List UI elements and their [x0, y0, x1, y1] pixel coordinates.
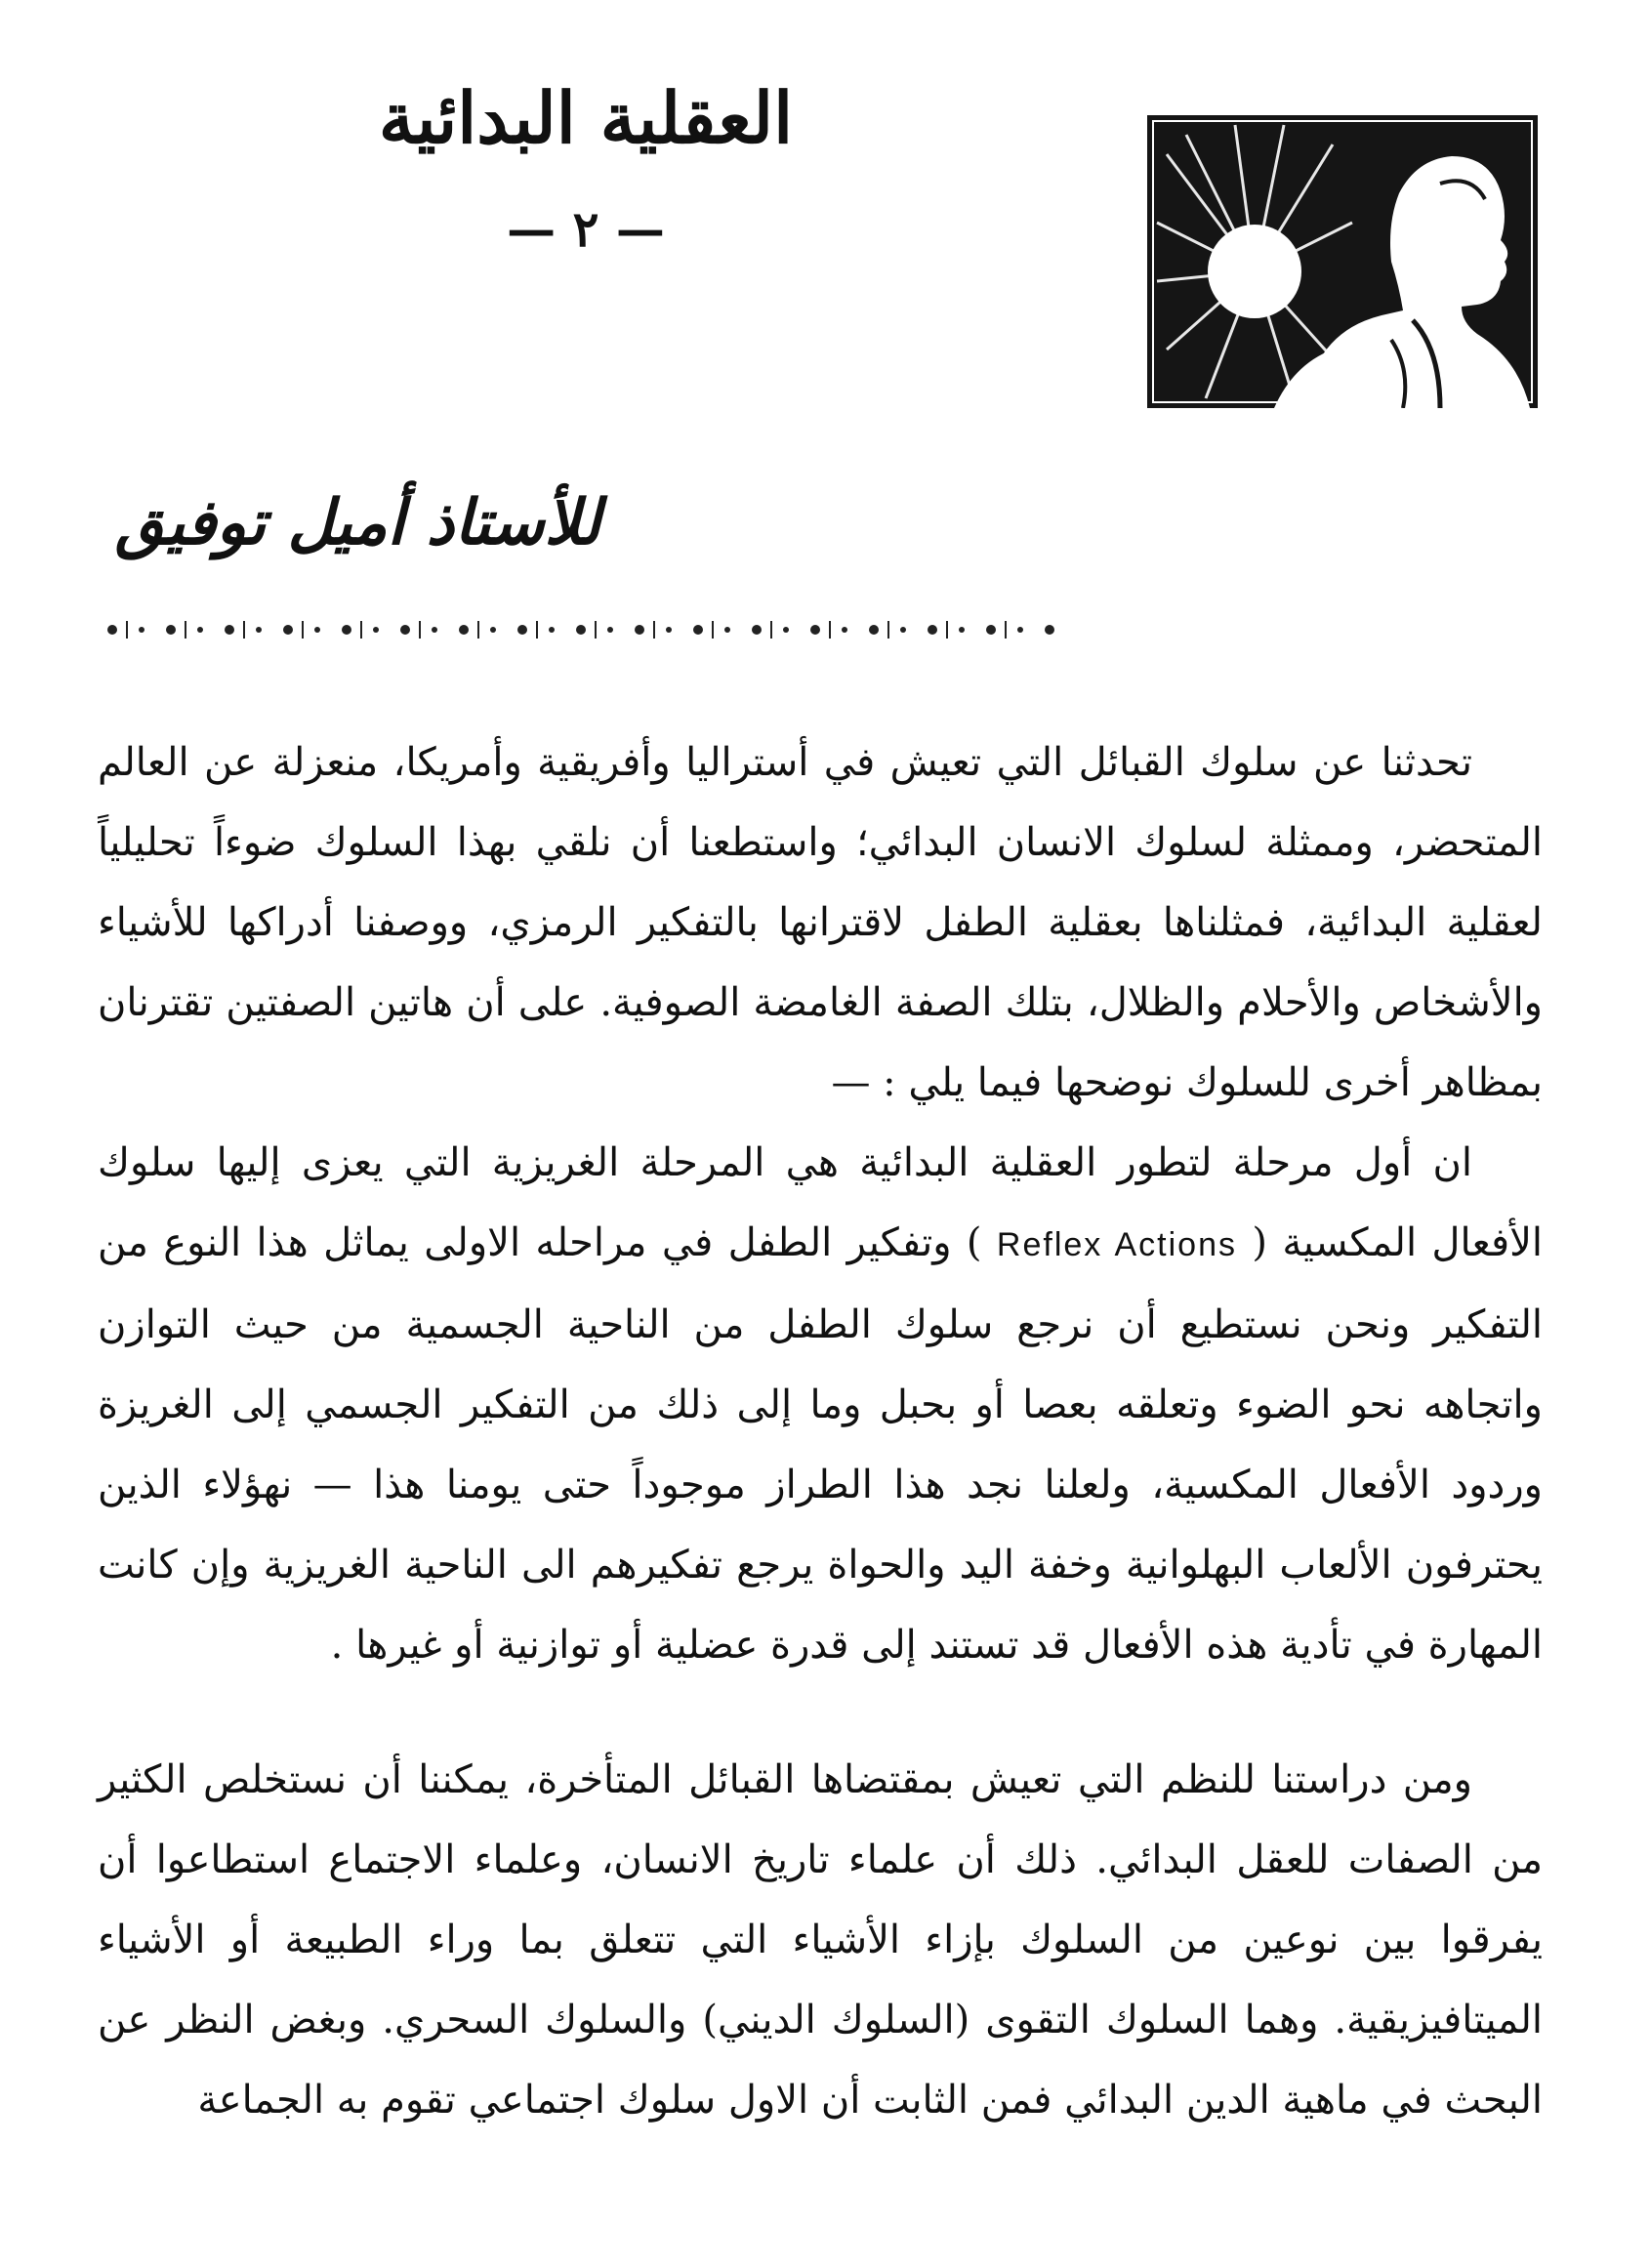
- head-with-radiant-sun-emblem-icon: [1147, 115, 1538, 408]
- paragraph-1: تحدثنا عن سلوك القبائل التي تعيش في أستراليا وأفريقية وأمريكا، منعزلة عن العالم المتحضر، وممثلة لسلوك الانسان البدائي؛ واستطعنا أن نلقي بهذا السلوك ضوءاً تحليلياً لعقلية البدائية، فمثلناها بعقلية الطفل لاقترانها بالتفكير الرمزي، ووصفنا أدراكها للأشياء والأشخاص والأحلام والظلال، بتلك الصفة الغامضة الصوفية. على أن هاتين الصفتين تقترنان بمظاهر أخرى للسلوك نوضحها فيما يلي : —: [98, 740, 1543, 1105]
- reflex-actions-term: Reflex Actions: [996, 1226, 1237, 1263]
- paragraph-3: ومن دراستنا للنظم التي تعيش بمقتضاها القبائل المتأخرة، يمكننا أن نستخلص الكثير من الصفات للعقل البدائي. ذلك أن علماء تاريخ الانسان، وعلماء الاجتماع استطاعوا أن يفرقوا بين نوعين من السلوك بإزاء الأشياء التي تتعلق بما وراء الطبيعة أو الأشياء الميتافيزيقية. وهما السلوك التقوى (السلوك الديني) والسلوك السحري. وبغض النظر عن البحث في ماهية الدين البدائي فمن الثابت أن الاول سلوك اجتماعي تقوم به الجماعة: [98, 1757, 1543, 2123]
- paragraph-2-continuation: ) وتفكير الطفل في مراحله الاولى يماثل هذا النوع من التفكير ونحن نستطيع أن نرجع سلوك الطفل من الناحية الجسمية من حيث التوازن واتجاهه نحو الضوء وتعلقه بعصا أو بحبل وما إلى ذلك من التفكير الجسمي إلى الغريزة وردود الأفعال المكسية، ولعلنا نجد هذا الطراز موجوداً حتى يومنا هذا — نهؤلاء الذين يحترفون الألعاب البهلوانية وخفة اليد والحواة يرجع تفكيرهم الى الناحية الغريزية وإن كانت المهارة في تأدية هذه الأفعال قد تستند إلى قدرة عضلية أو توازنية أو غيرها .: [98, 1220, 1543, 1668]
- article-title: العقلية البدائية: [378, 76, 794, 159]
- article-body: [98, 722, 1543, 2140]
- paragraph-2-opening: ان أول مرحلة لتطور العقلية البدائية هي المرحلة الغريزية التي يعزى إليها سلوك الأفعال المكسية (: [98, 1140, 1544, 1265]
- part-number: — ٢ —: [507, 200, 665, 258]
- paragraph-2: [98, 1123, 1543, 1685]
- ornamental-divider-icon: [98, 617, 1064, 642]
- author-byline: للأستاذ أميل توفيق: [115, 486, 601, 559]
